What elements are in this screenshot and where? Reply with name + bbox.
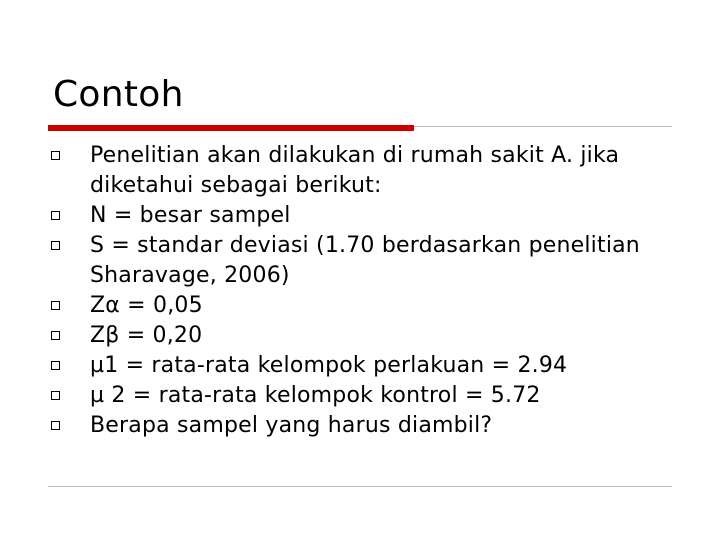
bullet-text: N = besar sampel [90,203,291,228]
square-bullet-icon [51,151,60,160]
bullet-item [48,201,678,231]
title-accent-bar [48,125,414,131]
square-bullet-icon [51,361,60,370]
bullet-text: µ1 = rata-rata kelompok perlakuan = 2.94 [90,353,568,378]
slide-title: Contoh [53,74,184,115]
bullet-item [48,381,678,411]
bullet-item [48,321,678,351]
square-bullet-icon [51,211,60,220]
bullet-text: Berapa sampel yang harus diambil? [90,413,493,438]
square-bullet-icon [51,391,60,400]
square-bullet-icon [51,301,60,310]
bullet-text: Zβ = 0,20 [90,323,203,348]
square-bullet-icon [51,421,60,430]
bullet-item [48,141,678,201]
bullet-text: Zα = 0,05 [90,293,203,318]
bullet-text: Penelitian akan dilakukan di rumah sakit A. jika diketahui sebagai berikut: [90,143,620,198]
square-bullet-icon [51,241,60,250]
bullet-item [48,231,678,291]
bullet-text: S = standar deviasi (1.70 berdasarkan penelitian Sharavage, 2006) [90,233,640,288]
bullet-item [48,411,678,441]
bullet-list [48,141,678,441]
bullet-item [48,351,678,381]
bullet-item [48,291,678,321]
bullet-text: µ 2 = rata-rata kelompok kontrol = 5.72 [90,383,541,408]
footer-divider-line [48,486,672,487]
square-bullet-icon [51,331,60,340]
